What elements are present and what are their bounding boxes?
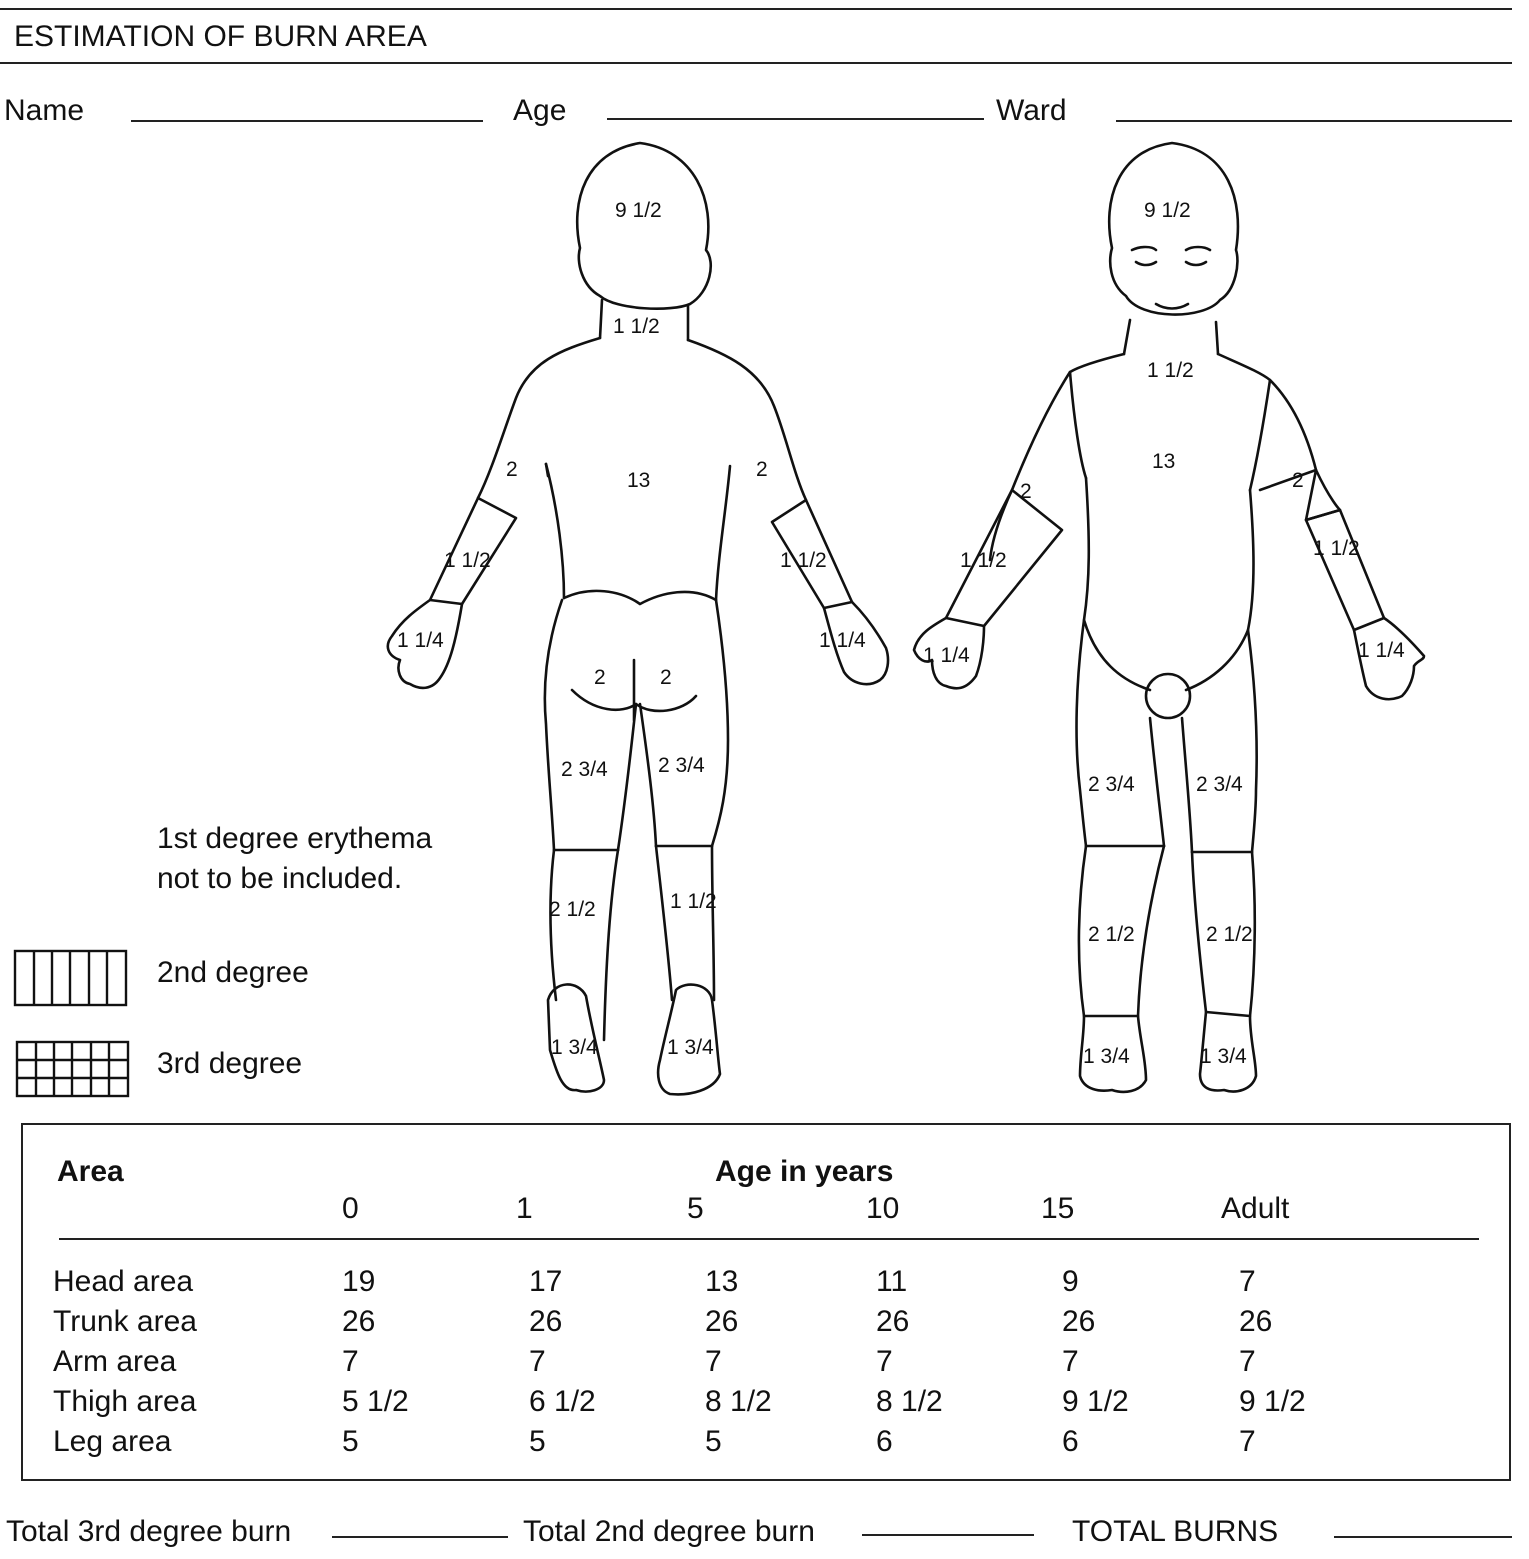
table-cell: 9 1/2 <box>1062 1385 1129 1418</box>
front-thigh-right-label: 2 3/4 <box>1196 773 1243 796</box>
table-cell: 26 <box>876 1305 910 1338</box>
front-foot-left-label: 1 3/4 <box>1083 1045 1130 1068</box>
back-leg-right-label: 1 1/2 <box>670 890 717 913</box>
table-cell: 8 1/2 <box>876 1385 943 1418</box>
back-hand-right-label: 1 1/4 <box>819 629 866 652</box>
table-cell: 8 1/2 <box>705 1385 772 1418</box>
table-row-label: Leg area <box>53 1425 172 1458</box>
back-trunk-label: 13 <box>627 469 651 492</box>
total-burns-line[interactable] <box>1334 1536 1512 1538</box>
table-cell: 9 <box>1062 1265 1079 1298</box>
table-cell: 26 <box>1239 1305 1273 1338</box>
front-upper-arm-right-label: 2 <box>1292 469 1304 492</box>
table-cell: 26 <box>705 1305 739 1338</box>
table-cell: 5 1/2 <box>342 1385 409 1418</box>
front-neck-label: 1 1/2 <box>1147 359 1194 382</box>
legend-second-degree: 2nd degree <box>157 956 309 989</box>
form-title: ESTIMATION OF BURN AREA <box>14 20 427 53</box>
table-area-header: Area <box>57 1155 124 1188</box>
table-cell: 7 <box>1239 1425 1256 1458</box>
back-neck-label: 1 1/2 <box>613 315 660 338</box>
table-cell: 7 <box>1239 1345 1256 1378</box>
table-header-rule <box>59 1238 1479 1240</box>
total-third-degree-line[interactable] <box>332 1536 508 1538</box>
front-foot-right-label: 1 3/4 <box>1200 1045 1247 1068</box>
back-upper-arm-right-label: 2 <box>756 458 768 481</box>
table-cell: 13 <box>705 1265 739 1298</box>
table-cell: 5 <box>705 1425 722 1458</box>
table-cell: 11 <box>876 1265 908 1298</box>
table-cell: 7 <box>342 1345 359 1378</box>
table-cell: 26 <box>1062 1305 1096 1338</box>
back-thigh-right-label: 2 3/4 <box>658 754 705 777</box>
front-forearm-left-label: 1 1/2 <box>960 549 1007 572</box>
second-degree-swatch <box>15 951 126 1005</box>
table-cell: 7 <box>705 1345 722 1378</box>
total-second-degree-line[interactable] <box>862 1534 1034 1536</box>
front-leg-left-label: 2 1/2 <box>1088 923 1135 946</box>
total-burns-label: TOTAL BURNS <box>1072 1515 1279 1548</box>
table-age-col: 15 <box>1041 1192 1075 1225</box>
front-forearm-right-label: 1 1/2 <box>1313 537 1360 560</box>
back-figure-outline <box>388 143 888 1094</box>
back-thigh-left-label: 2 3/4 <box>561 758 608 781</box>
front-leg-right-label: 2 1/2 <box>1206 923 1253 946</box>
table-age-col: 5 <box>687 1192 704 1225</box>
table-age-col: 0 <box>342 1192 359 1225</box>
table-cell: 19 <box>342 1265 376 1298</box>
table-cell: 26 <box>529 1305 563 1338</box>
back-upper-arm-left-label: 2 <box>506 458 518 481</box>
table-age-col: 1 <box>516 1192 533 1225</box>
table-cell: 6 1/2 <box>529 1385 596 1418</box>
age-area-table <box>21 1123 1511 1481</box>
front-head-label: 9 1/2 <box>1144 199 1191 222</box>
table-age-col: Adult <box>1221 1192 1290 1225</box>
table-row-label: Thigh area <box>53 1385 197 1418</box>
table-cell: 6 <box>876 1425 893 1458</box>
front-hand-right-label: 1 1/4 <box>1358 639 1405 662</box>
legend-note-line2: not to be included. <box>157 862 403 895</box>
table-cell: 7 <box>876 1345 893 1378</box>
total-second-degree-label: Total 2nd degree burn <box>523 1515 815 1548</box>
table-cell: 17 <box>529 1265 563 1298</box>
front-figure-outline <box>914 143 1424 1092</box>
table-row-label: Trunk area <box>53 1305 197 1338</box>
table-cell: 7 <box>1062 1345 1079 1378</box>
table-cell: 5 <box>342 1425 359 1458</box>
back-forearm-right-label: 1 1/2 <box>780 549 827 572</box>
table-row-label: Head area <box>53 1265 194 1298</box>
back-foot-right-label: 1 3/4 <box>667 1036 714 1059</box>
table-cell: 7 <box>1239 1265 1256 1298</box>
table-cell: 7 <box>529 1345 546 1378</box>
back-foot-left-label: 1 3/4 <box>551 1036 598 1059</box>
back-head-label: 9 1/2 <box>615 199 662 222</box>
front-upper-arm-left-label: 2 <box>1020 480 1032 503</box>
third-degree-swatch <box>17 1042 128 1096</box>
legend-note-line1: 1st degree erythema <box>157 822 433 855</box>
back-leg-left-label: 2 1/2 <box>549 898 596 921</box>
age-label: Age <box>513 94 567 127</box>
back-hand-left-label: 1 1/4 <box>397 629 444 652</box>
table-cell: 5 <box>529 1425 546 1458</box>
table-cell: 9 1/2 <box>1239 1385 1306 1418</box>
back-buttock-left-label: 2 <box>594 666 606 689</box>
total-third-degree-label: Total 3rd degree burn <box>6 1515 292 1548</box>
table-row-label: Arm area <box>53 1345 177 1378</box>
back-forearm-left-label: 1 1/2 <box>444 549 491 572</box>
table-cell: 26 <box>342 1305 376 1338</box>
ward-label: Ward <box>996 94 1067 127</box>
front-hand-left-label: 1 1/4 <box>923 644 970 667</box>
back-buttock-right-label: 2 <box>660 666 672 689</box>
front-thigh-left-label: 2 3/4 <box>1088 773 1135 796</box>
legend-third-degree: 3rd degree <box>157 1047 303 1080</box>
name-label: Name <box>4 94 85 127</box>
front-trunk-label: 13 <box>1152 450 1176 473</box>
table-cell: 6 <box>1062 1425 1079 1458</box>
table-age-col: 10 <box>866 1192 900 1225</box>
table-age-header: Age in years <box>715 1155 894 1188</box>
